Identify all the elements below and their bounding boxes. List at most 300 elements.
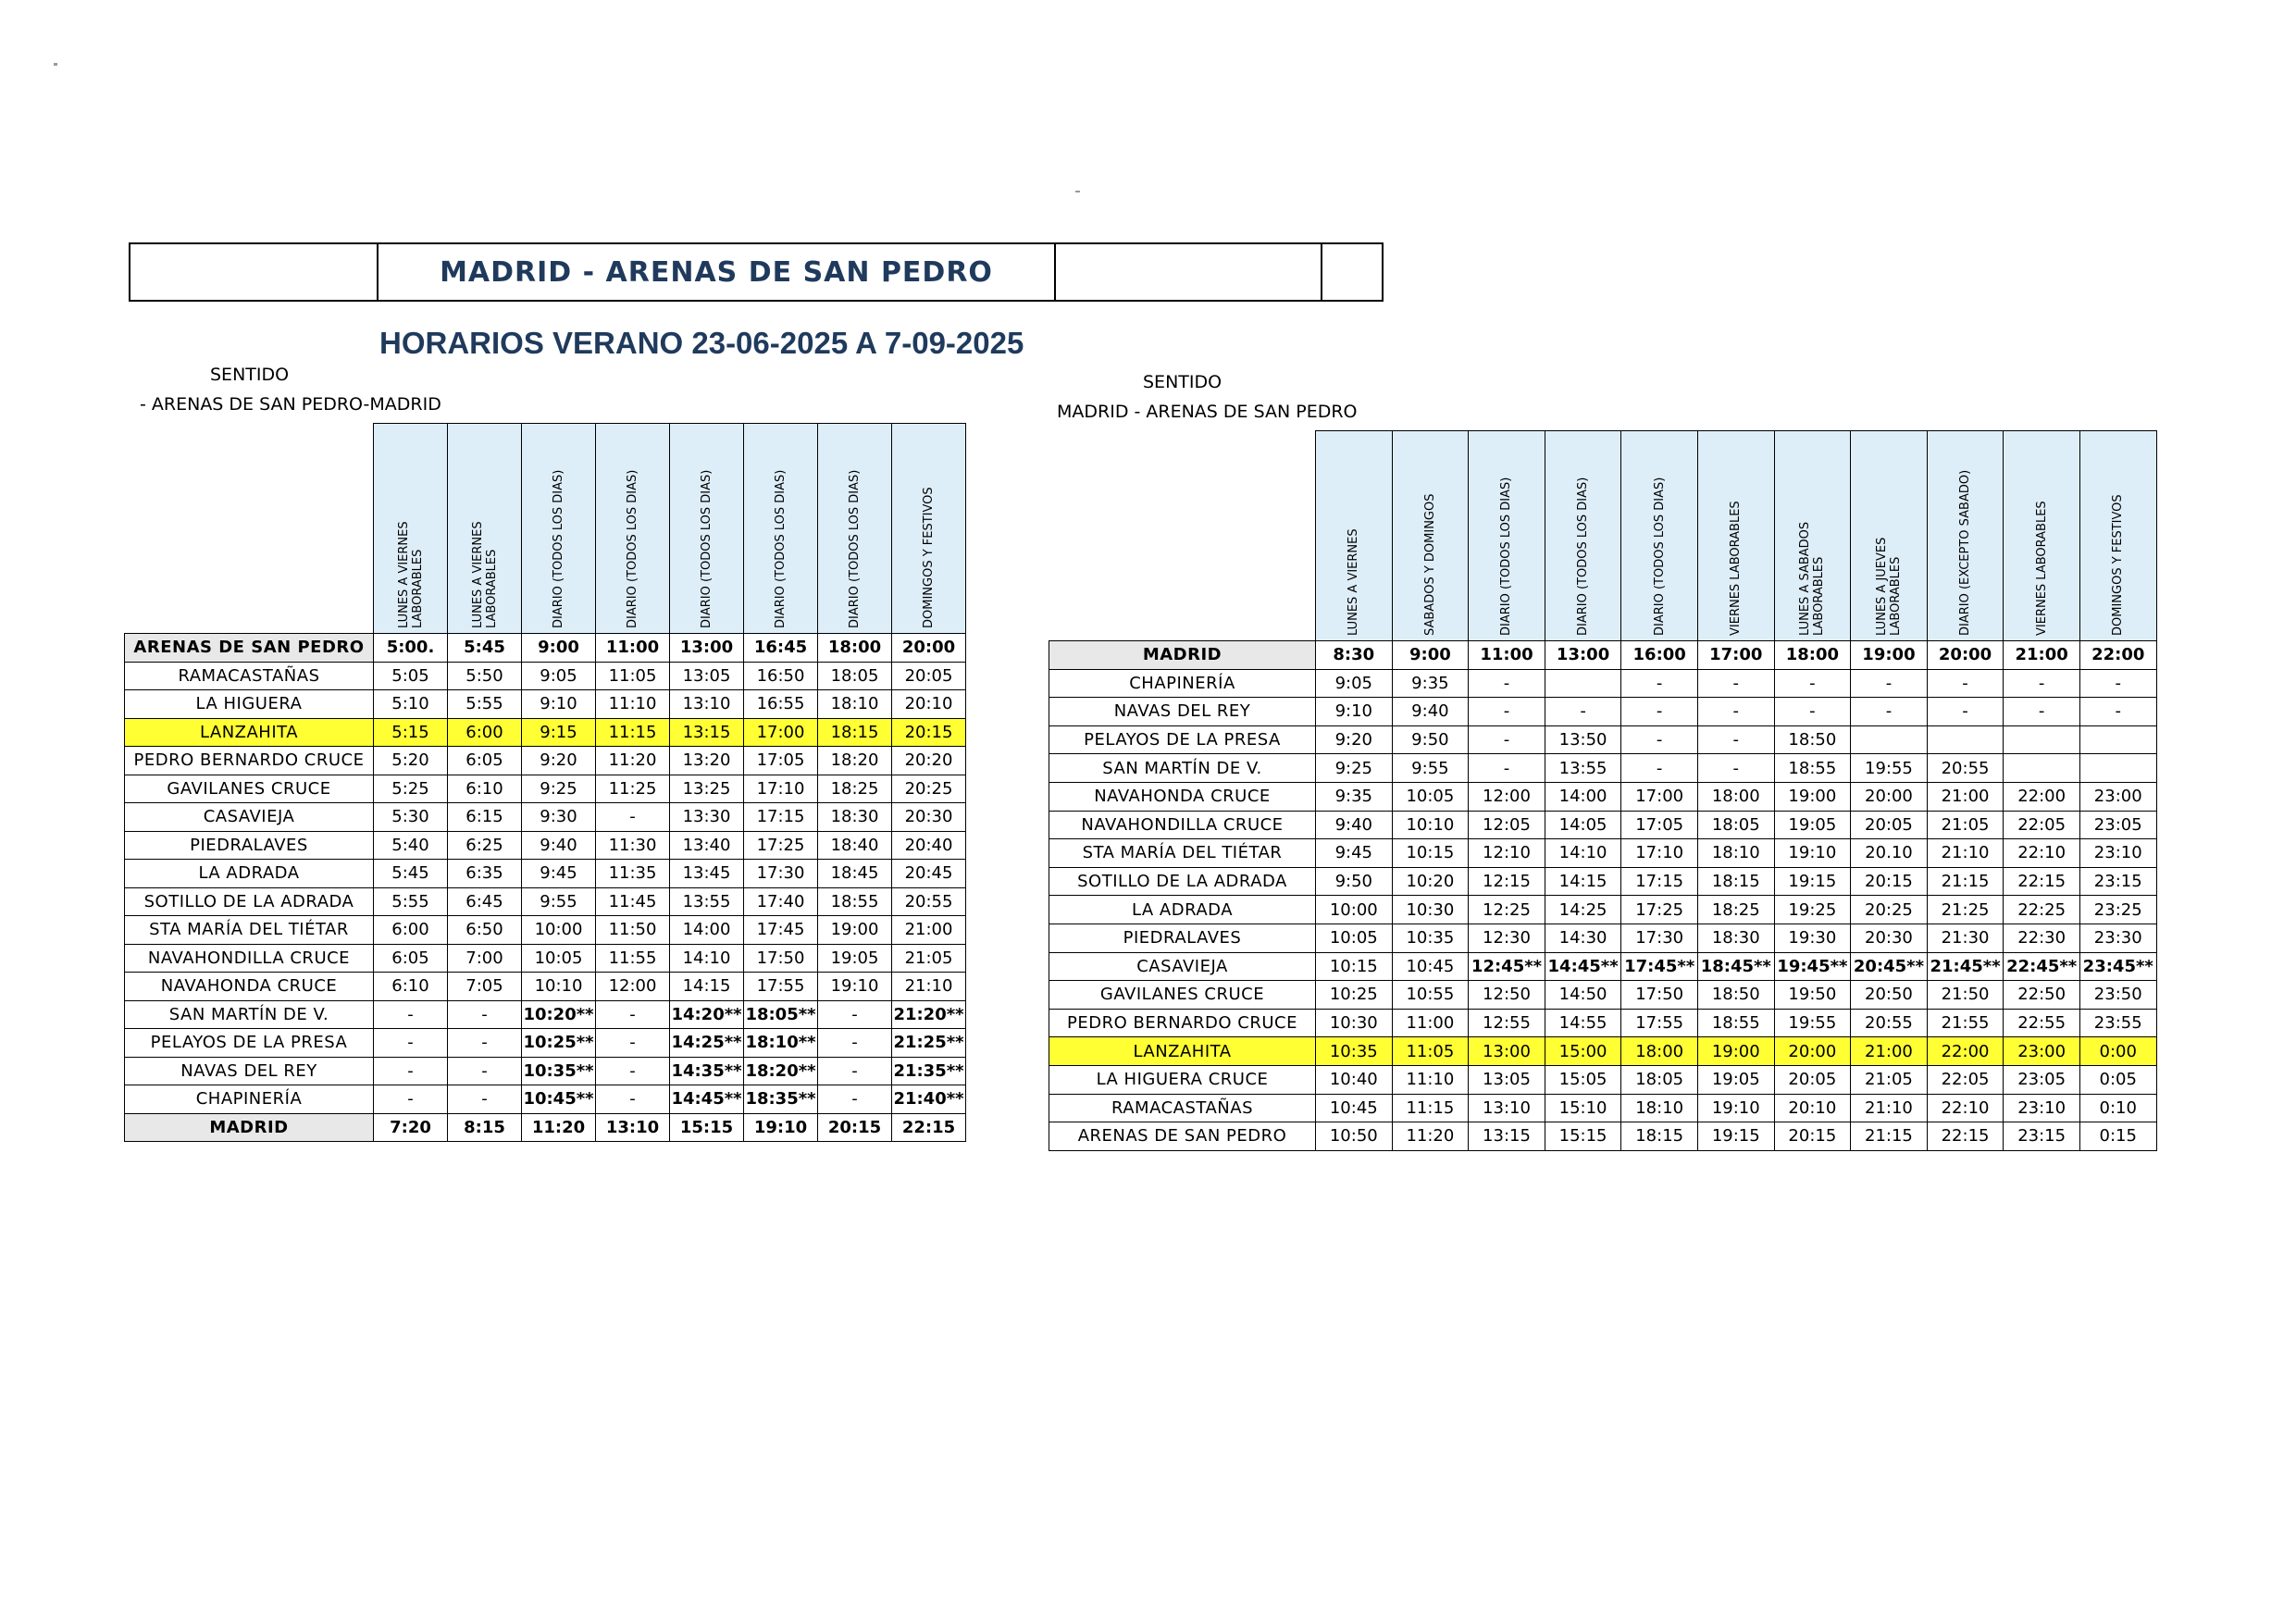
time-cell: 16:45	[744, 634, 818, 663]
scan-speck	[1075, 191, 1080, 192]
table-row	[125, 1085, 966, 1114]
time-cell: 21:00	[1927, 782, 2004, 811]
time-cell: 10:55	[1392, 981, 1469, 1010]
time-cell: 20:45**	[1851, 952, 1928, 981]
table-row	[1049, 1065, 2157, 1094]
time-cell: 12:10	[1469, 839, 1545, 868]
time-cell: 6:00	[448, 718, 522, 747]
time-cell: 8:15	[448, 1113, 522, 1142]
stop-name: SOTILLO DE LA ADRADA	[1049, 867, 1316, 896]
time-cell: 13:15	[670, 718, 744, 747]
time-cell: 18:30	[818, 803, 892, 832]
time-cell: -	[374, 1029, 448, 1058]
time-cell: 23:05	[2079, 811, 2156, 839]
time-cell: 6:00	[374, 916, 448, 945]
time-cell: 14:45**	[1545, 952, 1621, 981]
time-cell: -	[596, 1000, 670, 1029]
column-header	[2004, 431, 2080, 641]
column-header	[374, 424, 448, 634]
time-cell: 21:15	[1851, 1122, 1928, 1151]
time-cell: 11:00	[1469, 641, 1545, 670]
column-header	[1621, 431, 1698, 641]
time-cell: -	[1927, 669, 2004, 698]
time-cell: 10:20	[1392, 867, 1469, 896]
header-row	[125, 424, 966, 634]
time-cell: 20:10	[892, 690, 966, 719]
time-cell: 10:05	[1392, 782, 1469, 811]
column-header	[1469, 431, 1545, 641]
time-cell: 10:15	[1392, 839, 1469, 868]
time-cell: 9:55	[522, 887, 596, 916]
time-cell: 19:55	[1851, 754, 1928, 783]
time-cell: 19:05	[1697, 1065, 1774, 1094]
time-cell: -	[1469, 698, 1545, 726]
column-header-label: DIARIO (TODOS LOS DIAS)	[1499, 477, 1514, 636]
time-cell: 22:50	[2004, 981, 2080, 1010]
stop-name: NAVAS DEL REY	[1049, 698, 1316, 726]
time-cell: 9:00	[1392, 641, 1469, 670]
time-cell: 5:15	[374, 718, 448, 747]
left-direction-label: - ARENAS DE SAN PEDRO-MADRID	[140, 394, 441, 415]
time-cell: -	[818, 1057, 892, 1085]
column-header	[1316, 431, 1393, 641]
time-cell: 20:05	[1774, 1065, 1851, 1094]
time-cell: 11:00	[1392, 1009, 1469, 1037]
time-cell: 17:45**	[1621, 952, 1698, 981]
time-cell: 20:15	[818, 1113, 892, 1142]
time-cell: 9:30	[522, 803, 596, 832]
right-direction-label: MADRID - ARENAS DE SAN PEDRO	[1057, 402, 1358, 422]
time-cell: 20.10	[1851, 839, 1928, 868]
column-header-label: SABADOS Y DOMINGOS	[1422, 493, 1437, 636]
time-cell: 20:15	[1851, 867, 1928, 896]
time-cell: 18:15	[1621, 1122, 1698, 1151]
time-cell: 22:15	[2004, 867, 2080, 896]
time-cell: 9:05	[1316, 669, 1393, 698]
time-cell: 11:10	[596, 690, 670, 719]
column-header-label: LUNES A VIERNES LABORABLES	[470, 520, 499, 628]
time-cell: 17:25	[1621, 896, 1698, 924]
time-cell: 10:05	[1316, 924, 1393, 952]
column-header-label: DOMINGOS Y FESTIVOS	[922, 486, 936, 628]
season-title: HORARIOS VERANO 23-06-2025 A 7-09-2025	[379, 326, 1024, 360]
stop-name: CHAPINERÍA	[1049, 669, 1316, 698]
column-header-label: DIARIO (TODOS LOS DIAS)	[774, 469, 788, 628]
time-cell: 10:35	[1392, 924, 1469, 952]
time-cell: 13:30	[670, 803, 744, 832]
table-row	[1049, 981, 2157, 1010]
time-cell: 20:15	[892, 718, 966, 747]
time-cell: -	[818, 1000, 892, 1029]
time-cell: 19:00	[1774, 782, 1851, 811]
time-cell: 22:15	[892, 1113, 966, 1142]
time-cell: 10:05	[522, 944, 596, 973]
time-cell: 22:05	[2004, 811, 2080, 839]
time-cell: 9:35	[1392, 669, 1469, 698]
time-cell: 19:15	[1697, 1122, 1774, 1151]
table-row	[1049, 839, 2157, 868]
time-cell: 19:10	[744, 1113, 818, 1142]
time-cell: 14:15	[670, 973, 744, 1001]
time-cell: 19:05	[818, 944, 892, 973]
time-cell: -	[448, 1000, 522, 1029]
title-box-cell-empty-right	[1322, 244, 1385, 300]
table-row	[125, 1113, 966, 1142]
table-row	[125, 1057, 966, 1085]
time-cell: 18:30	[1697, 924, 1774, 952]
time-cell: 18:10	[818, 690, 892, 719]
time-cell: 20:10	[1774, 1094, 1851, 1122]
table-row	[1049, 782, 2157, 811]
time-cell: 12:25	[1469, 896, 1545, 924]
time-cell: 8:30	[1316, 641, 1393, 670]
time-cell: 11:10	[1392, 1065, 1469, 1094]
time-cell: 21:45**	[1927, 952, 2004, 981]
time-cell: 21:00	[2004, 641, 2080, 670]
title-box-cell-empty-mid	[1056, 244, 1322, 300]
stop-name: LANZAHITA	[1049, 1037, 1316, 1066]
time-cell: -	[818, 1085, 892, 1114]
time-cell: 7:00	[448, 944, 522, 973]
time-cell: 21:35**	[892, 1057, 966, 1085]
time-cell: 23:25	[2079, 896, 2156, 924]
time-cell: -	[596, 1029, 670, 1058]
time-cell: 11:00	[596, 634, 670, 663]
column-header-label: DIARIO (TODOS LOS DIAS)	[552, 469, 565, 628]
stop-name: LA HIGUERA	[125, 690, 374, 719]
column-header	[670, 424, 744, 634]
time-cell: 19:45**	[1774, 952, 1851, 981]
time-cell: 23:15	[2004, 1122, 2080, 1151]
time-cell: 13:10	[670, 690, 744, 719]
stop-name: STA MARÍA DEL TIÉTAR	[1049, 839, 1316, 868]
time-cell: 17:30	[744, 860, 818, 888]
stop-name: GAVILANES CRUCE	[125, 775, 374, 803]
column-header-label: DOMINGOS Y FESTIVOS	[2111, 493, 2126, 636]
time-cell: 10:45	[1392, 952, 1469, 981]
column-header-label: LUNES A JUEVES LABORABLES	[1874, 537, 1903, 636]
time-cell: 5:05	[374, 662, 448, 690]
time-cell: 16:50	[744, 662, 818, 690]
time-cell: 17:00	[1697, 641, 1774, 670]
time-cell: 18:45	[818, 860, 892, 888]
time-cell: 20:30	[1851, 924, 1928, 952]
time-cell: 20:00	[892, 634, 966, 663]
column-header	[744, 424, 818, 634]
time-cell: 21:10	[1927, 839, 2004, 868]
column-header	[818, 424, 892, 634]
stop-name: STA MARÍA DEL TIÉTAR	[125, 916, 374, 945]
column-header	[1851, 431, 1928, 641]
stop-name: NAVAHONDILLA CRUCE	[1049, 811, 1316, 839]
time-cell: 11:45	[596, 887, 670, 916]
time-cell: 14:50	[1545, 981, 1621, 1010]
stop-name: ARENAS DE SAN PEDRO	[1049, 1122, 1316, 1151]
time-cell: -	[1469, 725, 1545, 754]
time-cell: 22:30	[2004, 924, 2080, 952]
time-cell: 9:25	[522, 775, 596, 803]
time-cell: 19:25	[1774, 896, 1851, 924]
time-cell: 11:55	[596, 944, 670, 973]
time-cell: 9:10	[522, 690, 596, 719]
time-cell: -	[2004, 698, 2080, 726]
time-cell: 6:45	[448, 887, 522, 916]
time-cell: 9:20	[522, 747, 596, 775]
time-cell: -	[448, 1057, 522, 1085]
time-cell: 9:40	[1392, 698, 1469, 726]
column-header	[1774, 431, 1851, 641]
table-row	[1049, 1122, 2157, 1151]
time-cell: 6:10	[374, 973, 448, 1001]
time-cell: -	[1545, 698, 1621, 726]
time-cell: 23:30	[2079, 924, 2156, 952]
time-cell: 18:45**	[1697, 952, 1774, 981]
table-row	[1049, 1009, 2157, 1037]
time-cell: 20:00	[1774, 1037, 1851, 1066]
column-header-label: DIARIO (TODOS LOS DIAS)	[1652, 477, 1667, 636]
time-cell: 21:40**	[892, 1085, 966, 1114]
time-cell: 10:00	[522, 916, 596, 945]
time-cell: 13:10	[1469, 1094, 1545, 1122]
time-cell: 21:25**	[892, 1029, 966, 1058]
time-cell: 11:20	[1392, 1122, 1469, 1151]
time-cell: -	[1621, 725, 1698, 754]
time-cell: 14:20**	[670, 1000, 744, 1029]
time-cell: 5:20	[374, 747, 448, 775]
time-cell: 5:50	[448, 662, 522, 690]
stop-name: PIEDRALAVES	[1049, 924, 1316, 952]
time-cell: 6:05	[374, 944, 448, 973]
time-cell: 11:15	[596, 718, 670, 747]
time-cell: -	[2004, 669, 2080, 698]
stop-name: GAVILANES CRUCE	[1049, 981, 1316, 1010]
time-cell: 18:05	[818, 662, 892, 690]
time-cell: 18:55	[1697, 1009, 1774, 1037]
time-cell: 20:00	[1851, 782, 1928, 811]
header-corner	[125, 424, 374, 634]
time-cell	[2004, 754, 2080, 783]
right-sentido-label: SENTIDO	[1143, 372, 1222, 392]
time-cell: 9:45	[522, 860, 596, 888]
time-cell: 23:15	[2079, 867, 2156, 896]
time-cell: 21:25	[1927, 896, 2004, 924]
time-cell: 20:55	[1851, 1009, 1928, 1037]
time-cell: 18:00	[1621, 1037, 1698, 1066]
table-row	[125, 690, 966, 719]
time-cell: 13:20	[670, 747, 744, 775]
time-cell: 10:30	[1392, 896, 1469, 924]
stop-name: LA ADRADA	[125, 860, 374, 888]
time-cell: 13:00	[670, 634, 744, 663]
time-cell: 5:40	[374, 831, 448, 860]
time-cell: 9:45	[1316, 839, 1393, 868]
time-cell: 18:20**	[744, 1057, 818, 1085]
time-cell: 12:15	[1469, 867, 1545, 896]
time-cell: 11:20	[596, 747, 670, 775]
time-cell: 18:55	[1774, 754, 1851, 783]
column-header	[448, 424, 522, 634]
time-cell: 13:55	[670, 887, 744, 916]
time-cell: 22:00	[2004, 782, 2080, 811]
time-cell: 10:10	[522, 973, 596, 1001]
time-cell: 10:00	[1316, 896, 1393, 924]
column-header-label: DIARIO (EXCEPTO SABADO)	[1958, 469, 1973, 636]
stop-name: MADRID	[1049, 641, 1316, 670]
time-cell	[1927, 725, 2004, 754]
stop-name: LANZAHITA	[125, 718, 374, 747]
time-cell: 18:50	[1697, 981, 1774, 1010]
time-cell: 19:30	[1774, 924, 1851, 952]
time-cell: 18:20	[818, 747, 892, 775]
stop-name: NAVAS DEL REY	[125, 1057, 374, 1085]
time-cell: 10:50	[1316, 1122, 1393, 1151]
time-cell: 21:05	[1927, 811, 2004, 839]
time-cell	[2079, 725, 2156, 754]
time-cell: -	[2079, 669, 2156, 698]
time-cell: 6:10	[448, 775, 522, 803]
time-cell: 22:45**	[2004, 952, 2080, 981]
time-cell: 9:55	[1392, 754, 1469, 783]
time-cell: 5:25	[374, 775, 448, 803]
time-cell: 12:50	[1469, 981, 1545, 1010]
table-row	[125, 1029, 966, 1058]
time-cell	[2004, 725, 2080, 754]
time-cell: 11:15	[1392, 1094, 1469, 1122]
time-cell: 21:10	[1851, 1094, 1928, 1122]
time-cell: 10:15	[1316, 952, 1393, 981]
time-cell: 13:25	[670, 775, 744, 803]
header-corner	[1049, 431, 1316, 641]
time-cell: 23:10	[2079, 839, 2156, 868]
time-cell: 20:05	[892, 662, 966, 690]
column-header	[1545, 431, 1621, 641]
time-cell: 18:40	[818, 831, 892, 860]
time-cell: 14:00	[1545, 782, 1621, 811]
time-cell: 9:20	[1316, 725, 1393, 754]
time-cell: 9:40	[522, 831, 596, 860]
time-cell: 0:05	[2079, 1065, 2156, 1094]
table-row	[125, 775, 966, 803]
column-header	[522, 424, 596, 634]
time-cell: 18:10	[1697, 839, 1774, 868]
time-cell: 11:20	[522, 1113, 596, 1142]
time-cell: 14:25**	[670, 1029, 744, 1058]
stop-name: ARENAS DE SAN PEDRO	[125, 634, 374, 663]
time-cell: 18:25	[1697, 896, 1774, 924]
time-cell: -	[596, 1085, 670, 1114]
stop-name: SAN MARTÍN DE V.	[1049, 754, 1316, 783]
time-cell: 22:15	[1927, 1122, 2004, 1151]
stop-name: PEDRO BERNARDO CRUCE	[125, 747, 374, 775]
table-row	[125, 887, 966, 916]
time-cell: -	[1621, 698, 1698, 726]
time-cell: 5:30	[374, 803, 448, 832]
table-row	[125, 916, 966, 945]
column-header	[1927, 431, 2004, 641]
stop-name: LA HIGUERA CRUCE	[1049, 1065, 1316, 1094]
time-cell: -	[1927, 698, 2004, 726]
time-cell: 23:00	[2079, 782, 2156, 811]
table-row	[1049, 811, 2157, 839]
time-cell: 20:05	[1851, 811, 1928, 839]
time-cell: -	[818, 1029, 892, 1058]
table-row	[1049, 698, 2157, 726]
time-cell: 9:50	[1316, 867, 1393, 896]
time-cell: 10:10	[1392, 811, 1469, 839]
time-cell: 12:00	[1469, 782, 1545, 811]
time-cell: 18:35**	[744, 1085, 818, 1114]
column-header-label: VIERNES LABORABLES	[1729, 500, 1744, 636]
column-header-label: DIARIO (TODOS LOS DIAS)	[626, 469, 639, 628]
table-row	[1049, 1094, 2157, 1122]
time-cell: -	[1774, 698, 1851, 726]
timetable-madrid-arenas	[1049, 430, 2157, 1151]
title-box-cell-empty-left	[130, 244, 379, 300]
stop-name: NAVAHONDA CRUCE	[1049, 782, 1316, 811]
time-cell: 17:55	[744, 973, 818, 1001]
time-cell	[2079, 754, 2156, 783]
time-cell: 9:05	[522, 662, 596, 690]
time-cell: 23:45**	[2079, 952, 2156, 981]
time-cell: -	[1697, 669, 1774, 698]
time-cell: 17:10	[1621, 839, 1698, 868]
table-row	[125, 1000, 966, 1029]
table-row	[1049, 924, 2157, 952]
time-cell: 17:25	[744, 831, 818, 860]
time-cell: 20:50	[1851, 981, 1928, 1010]
time-cell: -	[1621, 754, 1698, 783]
table-row	[1049, 754, 2157, 783]
stop-name: RAMACASTAÑAS	[125, 662, 374, 690]
time-cell: 10:20**	[522, 1000, 596, 1029]
time-cell: 10:35	[1316, 1037, 1393, 1066]
time-cell: 23:55	[2079, 1009, 2156, 1037]
time-cell: 5:10	[374, 690, 448, 719]
time-cell: 20:00	[1927, 641, 2004, 670]
time-cell: 11:30	[596, 831, 670, 860]
table-row	[125, 831, 966, 860]
time-cell: 21:05	[1851, 1065, 1928, 1094]
route-title-box	[129, 242, 1384, 302]
column-header	[596, 424, 670, 634]
column-header	[892, 424, 966, 634]
time-cell: 21:20**	[892, 1000, 966, 1029]
time-cell: 23:05	[2004, 1065, 2080, 1094]
time-cell: 12:30	[1469, 924, 1545, 952]
time-cell: 18:05	[1621, 1065, 1698, 1094]
stop-name: CASAVIEJA	[1049, 952, 1316, 981]
time-cell: 18:55	[818, 887, 892, 916]
time-cell: 10:35**	[522, 1057, 596, 1085]
time-cell: 12:55	[1469, 1009, 1545, 1037]
time-cell: 13:15	[1469, 1122, 1545, 1151]
time-cell: 9:40	[1316, 811, 1393, 839]
table-row	[1049, 867, 2157, 896]
time-cell: 14:10	[1545, 839, 1621, 868]
time-cell: 15:10	[1545, 1094, 1621, 1122]
time-cell: -	[1469, 669, 1545, 698]
time-cell: 22:10	[1927, 1094, 2004, 1122]
time-cell: 11:05	[596, 662, 670, 690]
stop-name: CHAPINERÍA	[125, 1085, 374, 1114]
time-cell: -	[596, 1057, 670, 1085]
time-cell: 0:10	[2079, 1094, 2156, 1122]
time-cell: 13:00	[1469, 1037, 1545, 1066]
column-header-label: LUNES A VIERNES	[1347, 527, 1361, 636]
column-header-label: DIARIO (TODOS LOS DIAS)	[700, 469, 714, 628]
time-cell: -	[374, 1085, 448, 1114]
time-cell: 19:00	[1851, 641, 1928, 670]
